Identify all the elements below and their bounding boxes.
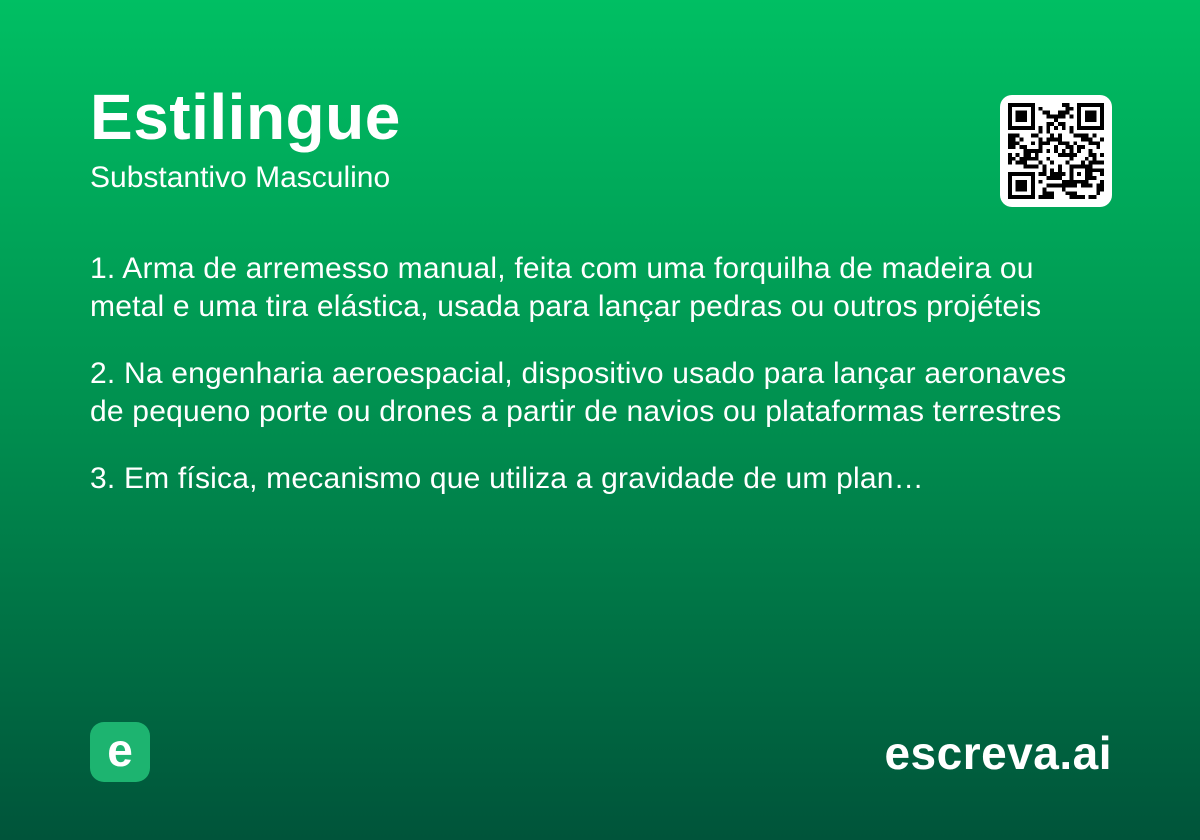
card-header xyxy=(90,81,950,195)
brand-wordmark: escreva.ai xyxy=(884,727,1112,779)
brand-logo-letter: e xyxy=(107,724,133,776)
word-class-subtitle: Substantivo Masculino xyxy=(90,161,391,195)
qr-code-icon xyxy=(1008,103,1104,199)
brand-logo xyxy=(90,722,150,782)
definition-3: 3. Em física, mecanismo que utiliza a gravidade de um plan… xyxy=(90,462,924,495)
qr-code-card xyxy=(1000,95,1112,207)
definition-2: 2. Na engenharia aeroespacial, dispositivo usado para lançar aeronaves de pequeno porte ou drones a partir de navios ou plataformas terrestres xyxy=(90,357,1067,428)
definition-1: 1. Arma de arremesso manual, feita com uma forquilha de madeira ou metal e uma tira elástica, usada para lançar pedras ou outros projéteis xyxy=(90,252,1042,323)
word-title: Estilingue xyxy=(90,81,401,153)
definitions-list xyxy=(90,250,1100,527)
